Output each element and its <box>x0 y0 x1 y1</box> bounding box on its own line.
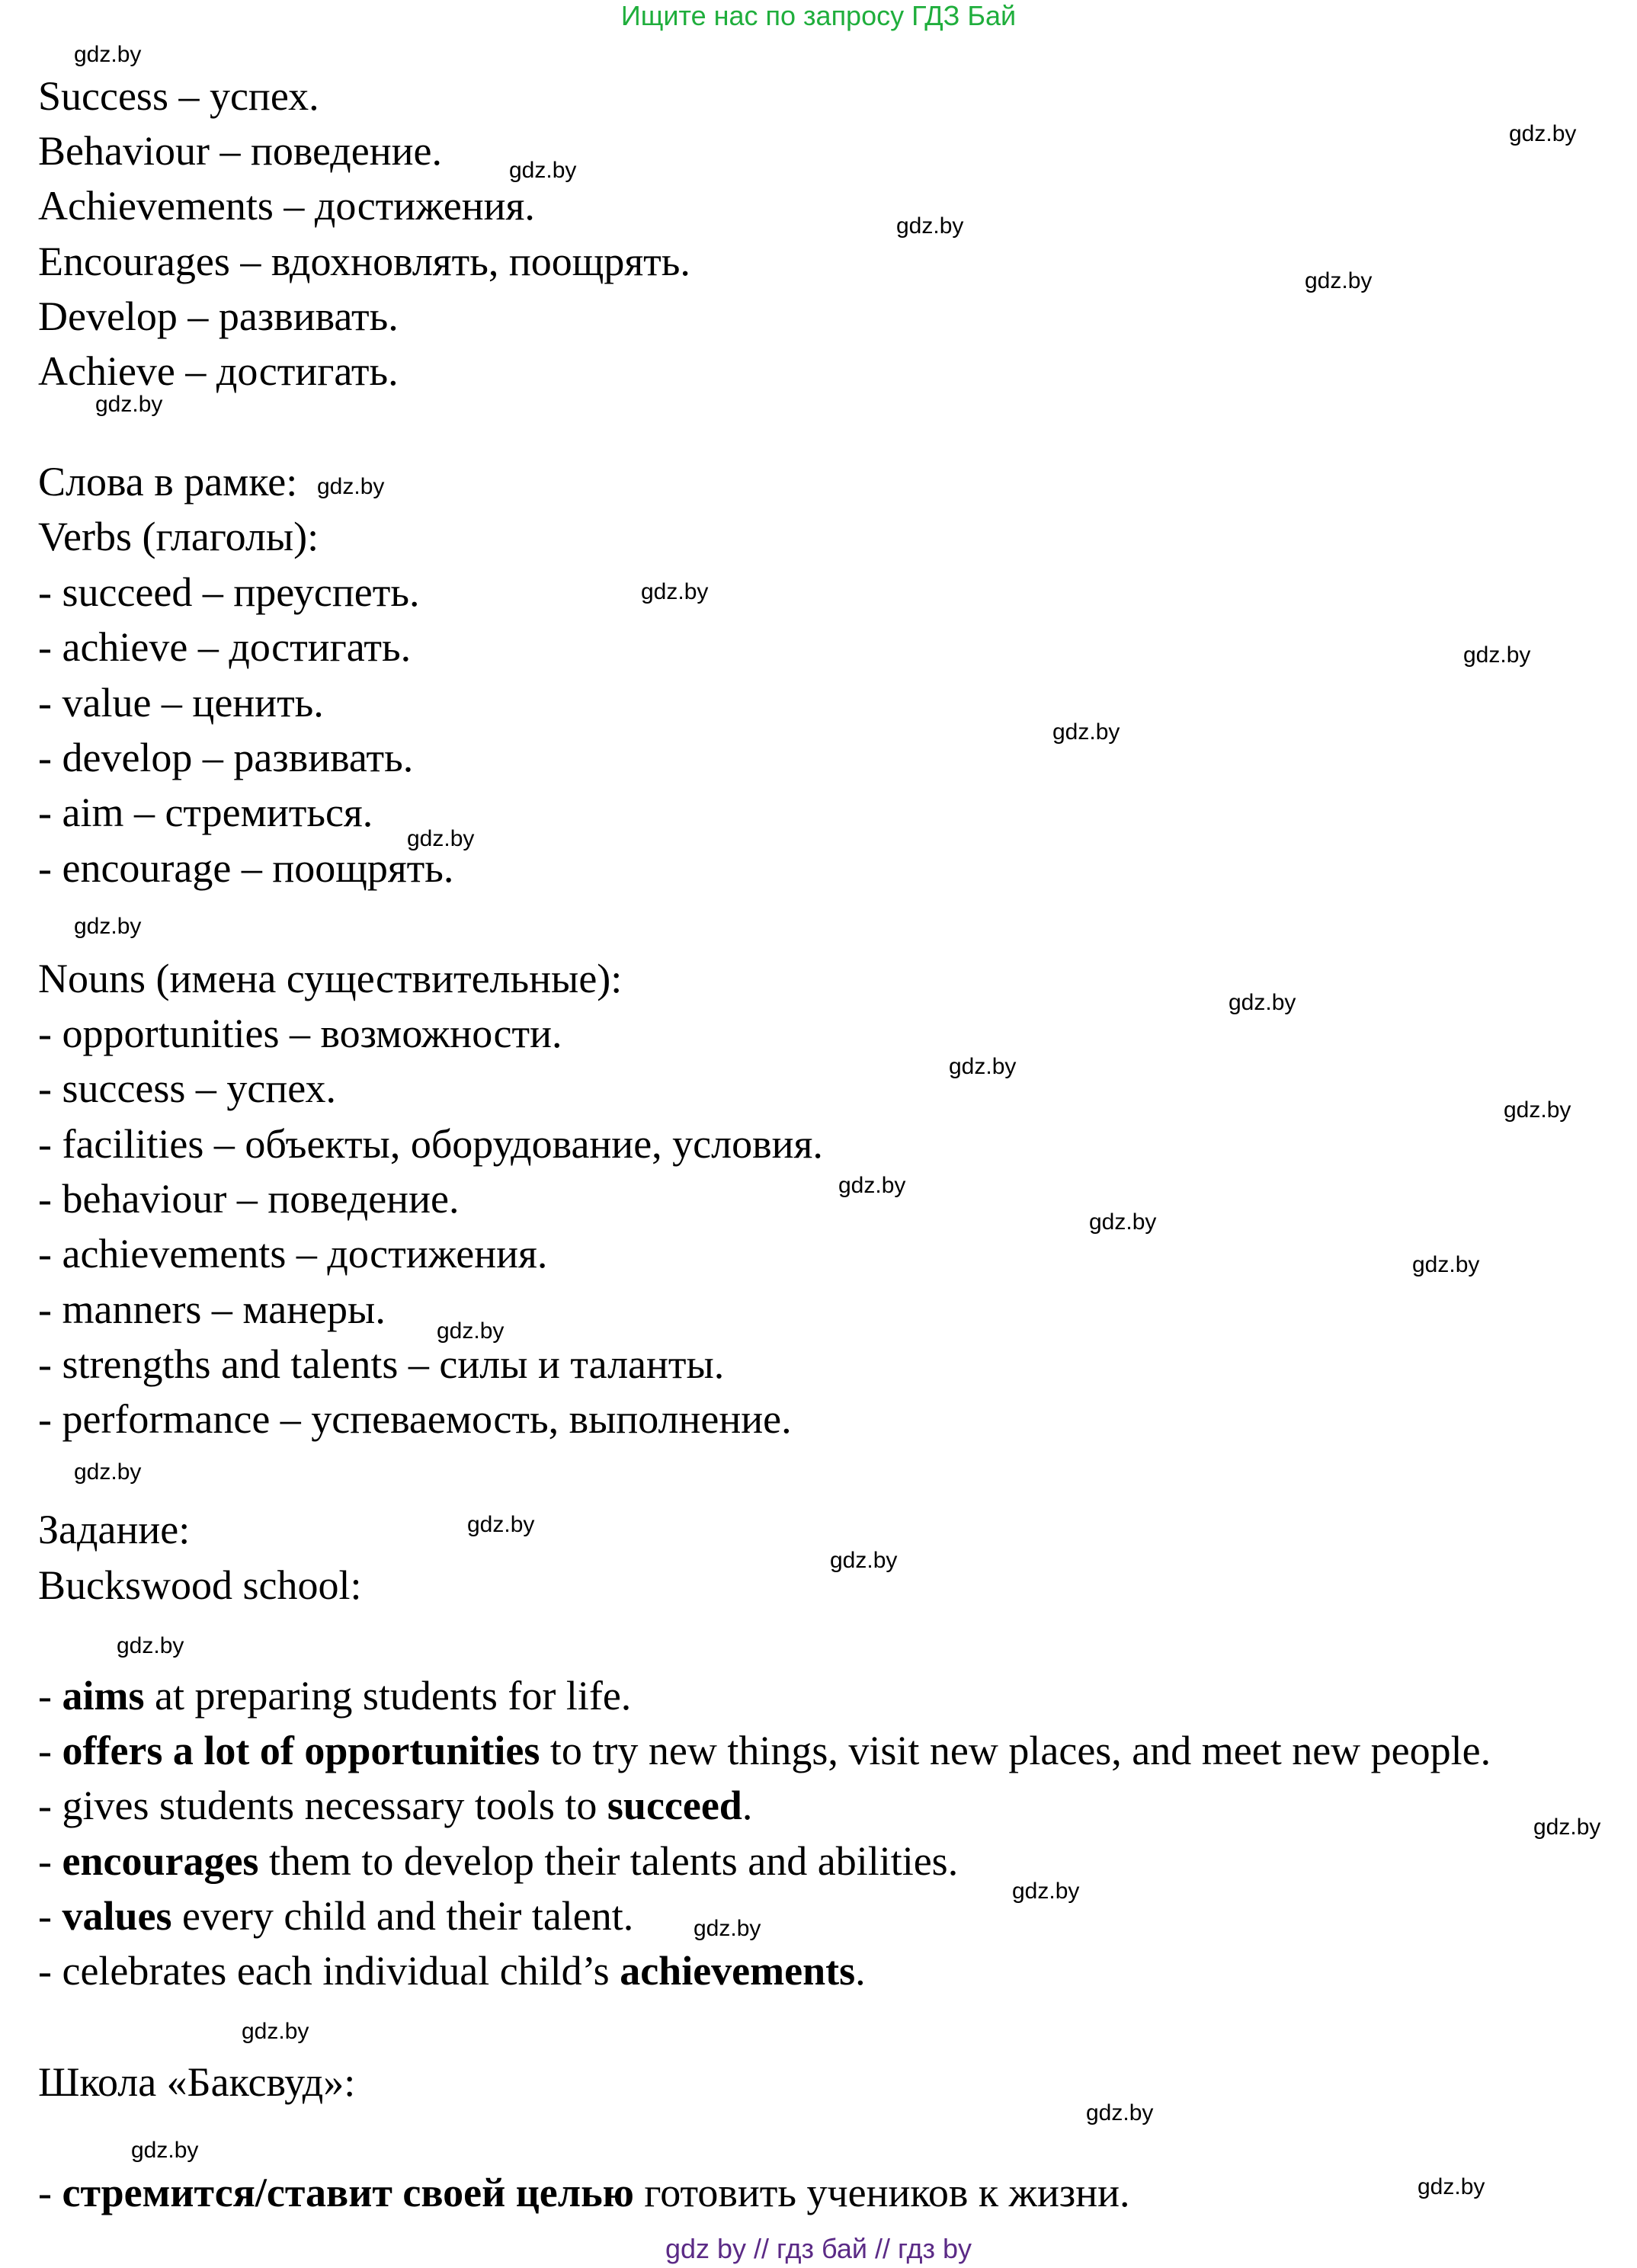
ru-school-bullet <box>38 2169 1130 2216</box>
watermark: gdz.by <box>641 579 709 604</box>
vocab-line: Encourages – вдохновлять, поощрять. <box>38 239 690 284</box>
bullet-pre: - <box>38 2170 62 2215</box>
watermark: gdz.by <box>1086 2100 1154 2125</box>
verb-item: - succeed – преуспеть. <box>38 569 420 615</box>
school-bullet <box>38 1892 633 1940</box>
bullet-keyword: стремится/ставит своей целью <box>62 2170 634 2215</box>
bullet-pre: - <box>38 1893 62 1939</box>
bullet-post: to try new things, visit new places, and meet new people. <box>540 1728 1491 1773</box>
search-hint-banner: Ищите нас по запросу ГДЗ Бай <box>620 0 1017 31</box>
watermark: gdz.by <box>1052 719 1120 745</box>
watermark: gdz.by <box>95 392 163 417</box>
watermark: gdz.by <box>1504 1097 1571 1123</box>
bullet-keyword: encourages <box>62 1838 259 1884</box>
bullet-pre: - <box>38 1838 62 1884</box>
watermark: gdz.by <box>467 1512 535 1537</box>
noun-item: - behaviour – поведение. <box>38 1176 460 1222</box>
watermark: gdz.by <box>1229 990 1296 1015</box>
verb-item: - develop – развивать. <box>38 735 414 780</box>
footer-watermark: gdz by // гдз бай // гдз by <box>665 2233 972 2264</box>
school-bullet <box>38 1782 752 1829</box>
watermark: gdz.by <box>896 213 964 239</box>
verb-item: - encourage – поощрять. <box>38 845 454 891</box>
school-bullet <box>38 1947 866 1994</box>
task-heading: Задание: <box>38 1507 191 1552</box>
watermark: gdz.by <box>437 1318 505 1344</box>
verb-item: - achieve – достигать. <box>38 624 412 670</box>
frame-words-title: Слова в рамке: <box>38 459 298 505</box>
bullet-keyword: aims <box>62 1673 145 1719</box>
school-bullet <box>38 1837 958 1885</box>
watermark: gdz.by <box>509 158 577 183</box>
bullet-keyword: achievements <box>620 1948 856 1994</box>
bullet-post: . <box>742 1783 753 1828</box>
watermark: gdz.by <box>317 474 385 499</box>
watermark: gdz.by <box>74 1459 142 1485</box>
watermark: gdz.by <box>1463 642 1531 668</box>
bullet-keyword: offers a lot of opportunities <box>62 1728 540 1773</box>
watermark: gdz.by <box>1418 2174 1485 2199</box>
nouns-heading: Nouns (имена существительные): <box>38 956 623 1001</box>
bullet-pre: - <box>38 1728 62 1773</box>
watermark: gdz.by <box>117 1633 184 1658</box>
watermark: gdz.by <box>1412 1252 1480 1277</box>
watermark: gdz.by <box>74 914 142 939</box>
vocab-line: Develop – развивать. <box>38 293 399 339</box>
watermark: gdz.by <box>74 42 142 67</box>
watermark: gdz.by <box>407 826 475 851</box>
bullet-keyword: succeed <box>607 1783 742 1828</box>
watermark: gdz.by <box>949 1054 1017 1079</box>
verbs-heading: Verbs (глаголы): <box>38 514 319 559</box>
school-heading: Buckswood school: <box>38 1562 362 1608</box>
watermark: gdz.by <box>1089 1209 1157 1235</box>
vocab-line: Behaviour – поведение. <box>38 128 442 174</box>
noun-item: - success – успех. <box>38 1065 337 1111</box>
bullet-post: готовить учеников к жизни. <box>633 2170 1130 2215</box>
noun-item: - performance – успеваемость, выполнение. <box>38 1396 792 1442</box>
noun-item: - manners – манеры. <box>38 1286 386 1332</box>
watermark: gdz.by <box>1533 1815 1601 1840</box>
ru-school-heading: Школа «Баксвуд»: <box>38 2059 356 2105</box>
bullet-post: . <box>855 1948 866 1994</box>
bullet-post: at preparing students for life. <box>144 1673 632 1719</box>
bullet-pre: - celebrates each individual child’s <box>38 1948 620 1994</box>
watermark: gdz.by <box>1509 121 1577 146</box>
school-bullet <box>38 1727 1491 1774</box>
school-bullet <box>38 1672 631 1719</box>
watermark: gdz.by <box>1305 268 1373 293</box>
vocab-line: Achievements – достижения. <box>38 183 535 229</box>
vocab-line: Achieve – достигать. <box>38 348 399 394</box>
bullet-keyword: values <box>62 1893 172 1939</box>
bullet-post: them to develop their talents and abilities. <box>258 1838 959 1884</box>
vocab-line: Success – успех. <box>38 73 319 119</box>
watermark: gdz.by <box>1012 1879 1080 1904</box>
noun-item: - achievements – достижения. <box>38 1231 548 1277</box>
watermark: gdz.by <box>131 2138 199 2163</box>
bullet-pre: - gives students necessary tools to <box>38 1783 607 1828</box>
bullet-post: every child and their talent. <box>171 1893 634 1939</box>
verb-item: - value – ценить. <box>38 680 324 726</box>
noun-item: - strengths and talents – силы и таланты. <box>38 1341 725 1387</box>
noun-item: - facilities – объекты, оборудование, условия. <box>38 1121 823 1167</box>
watermark: gdz.by <box>242 2019 309 2044</box>
bullet-pre: - <box>38 1673 62 1719</box>
verb-item: - aim – стремиться. <box>38 790 373 835</box>
watermark: gdz.by <box>838 1173 906 1198</box>
noun-item: - opportunities – возможности. <box>38 1011 562 1056</box>
watermark: gdz.by <box>694 1916 761 1941</box>
watermark: gdz.by <box>830 1548 898 1573</box>
